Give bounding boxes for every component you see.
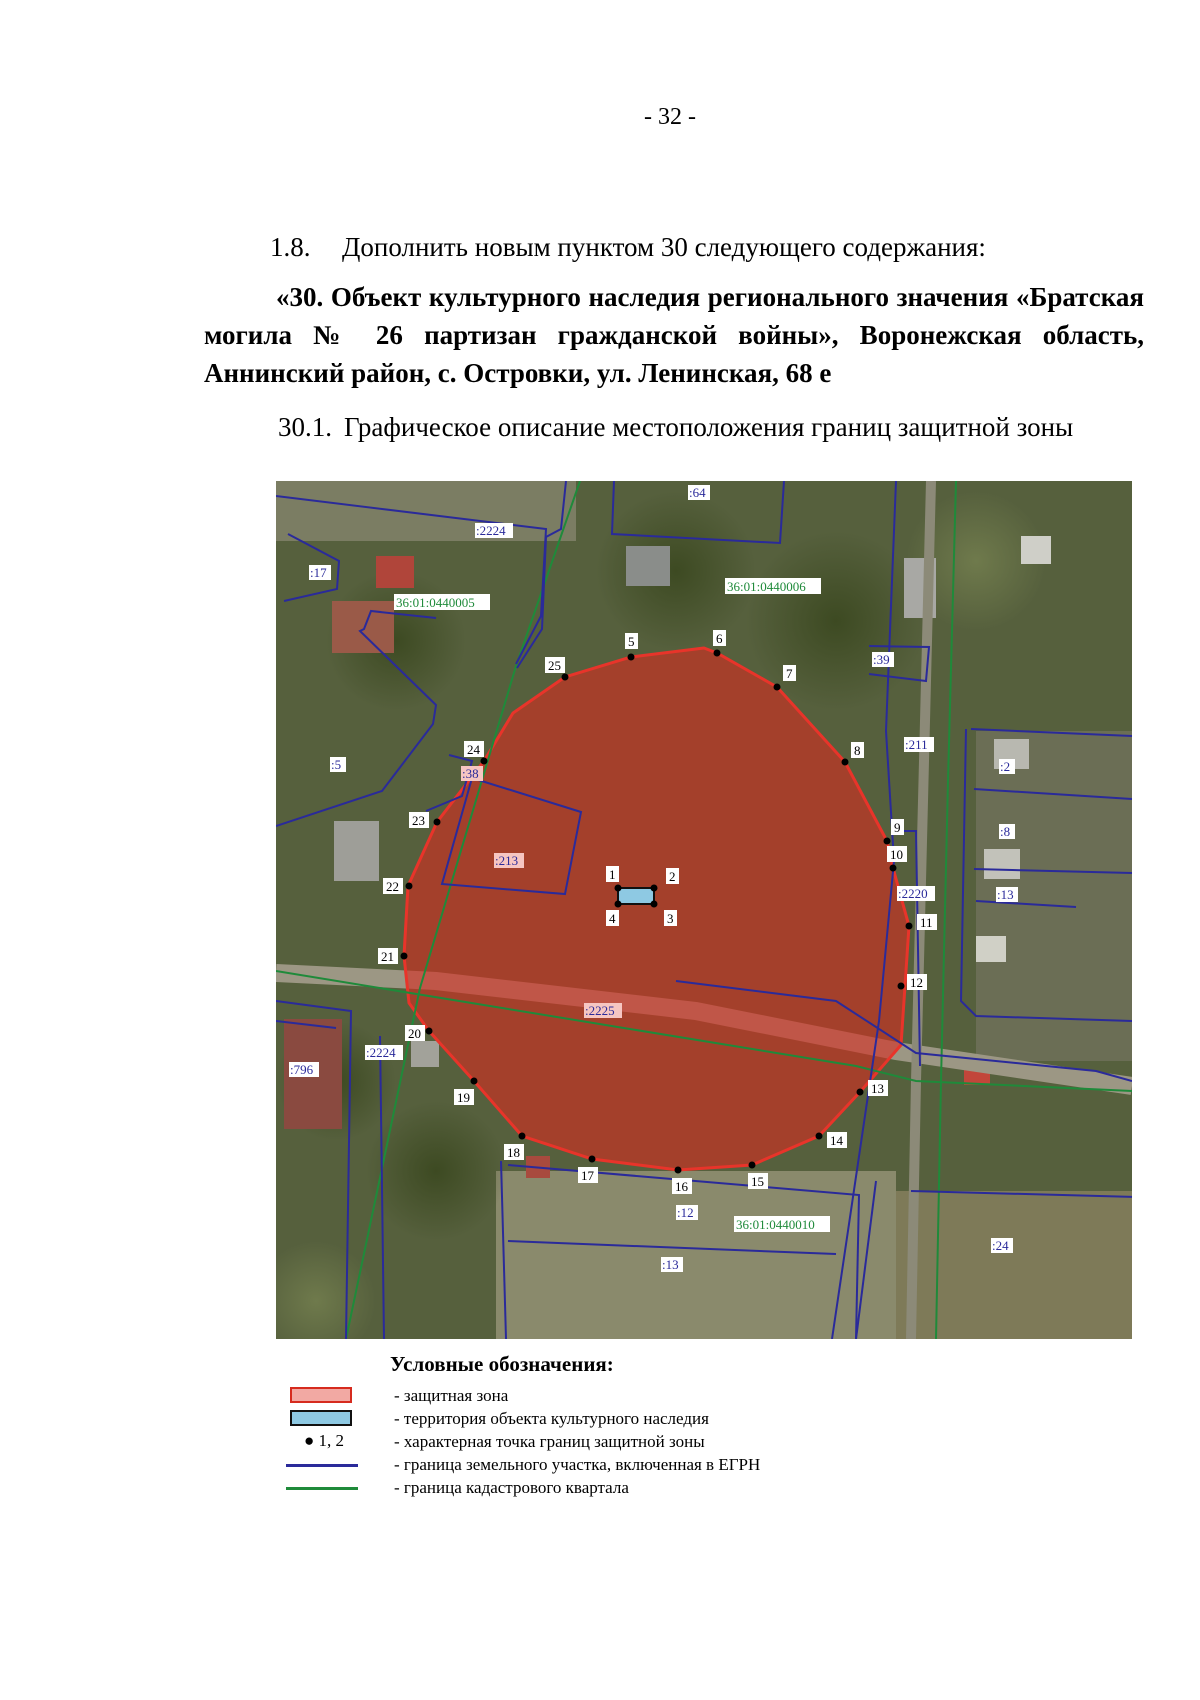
point-number-17: 17: [581, 1168, 594, 1183]
parcel-label-2224-top: :2224: [476, 523, 506, 538]
point-number-14: 14: [830, 1133, 843, 1148]
legend-item-point: [284, 1431, 884, 1453]
boundary-point-8: [842, 759, 849, 766]
boundary-point-4: [615, 901, 622, 908]
boundary-point-21: [401, 953, 408, 960]
parcel-label-64: :64: [689, 485, 706, 500]
point-number-1: 1: [609, 867, 616, 882]
parcel-label-13-right: :13: [997, 887, 1014, 902]
boundary-point-5: [628, 654, 635, 661]
parcel-label-38: :38: [462, 766, 479, 781]
page-number: - 32 -: [644, 104, 696, 130]
parcel-label-2224-bottom: :2224: [366, 1045, 396, 1060]
field-top-left: [276, 481, 576, 541]
legend-item-zone: [284, 1385, 884, 1407]
boundary-point-10: [890, 865, 897, 872]
point-number-8: 8: [854, 743, 861, 758]
parcel-label-213: :213: [495, 853, 519, 868]
parcel-label-2225: :2225: [585, 1003, 615, 1018]
boundary-point-9: [884, 838, 891, 845]
boundary-point-15: [749, 1162, 756, 1169]
boundary-point-23: [434, 819, 441, 826]
point-number-2: 2: [669, 869, 676, 884]
zone-swatch: [290, 1387, 352, 1403]
legend-point-text: - характерная точка границ защитной зоны: [394, 1432, 705, 1451]
parcel-label-39: :39: [873, 652, 890, 667]
legend-item-heritage: [284, 1408, 884, 1430]
point-number-21: 21: [381, 949, 394, 964]
parcel-label-796: :796: [290, 1062, 314, 1077]
subheading-number: 30.1.: [278, 412, 332, 442]
boundary-point-2: [651, 885, 658, 892]
legend-title: Условные обозначения:: [390, 1352, 614, 1376]
parcel-label-5: :5: [331, 757, 342, 772]
boundary-point-3: [651, 901, 658, 908]
legend-item-parcel: [284, 1454, 884, 1476]
legend-block-text: - граница кадастрового квартала: [394, 1478, 629, 1497]
boundary-point-24: [481, 758, 488, 765]
point-number-12: 12: [910, 975, 923, 990]
parcel-label-2: :2: [1000, 759, 1011, 774]
boundary-point-16: [675, 1167, 682, 1174]
boundary-point-12: [898, 983, 905, 990]
block-label-0005: 36:01:0440005: [396, 595, 475, 610]
protection-zone-map: [276, 481, 1132, 1339]
boundary-point-14: [816, 1133, 823, 1140]
section-subheading: [278, 412, 1073, 443]
point-number-7: 7: [786, 666, 793, 681]
boundary-point-18: [519, 1133, 526, 1140]
point-number-18: 18: [507, 1145, 520, 1160]
point-number-16: 16: [675, 1179, 688, 1194]
point-number-19: 19: [457, 1090, 470, 1105]
parcel-label-17: :17: [310, 565, 327, 580]
boundary-point-1: [615, 885, 622, 892]
point-number-3: 3: [667, 911, 674, 926]
legend-parcel-text: - граница земельного участка, включенная в ЕГРН: [394, 1455, 761, 1474]
point-number-11: 11: [920, 915, 933, 930]
parcel-line-symbol: [286, 1464, 358, 1467]
heritage-object-territory: [618, 888, 654, 904]
boundary-point-22: [406, 883, 413, 890]
parcel-label-2220: :2220: [898, 886, 928, 901]
parcel-label-13-bottom: :13: [662, 1257, 679, 1272]
point-number-22: 22: [386, 879, 399, 894]
amendment-item: [270, 232, 986, 263]
block-label-0006: 36:01:0440006: [727, 579, 806, 594]
point-number-25: 25: [548, 658, 561, 673]
legend-zone-text: - защитная зона: [394, 1386, 509, 1405]
point-number-4: 4: [609, 911, 616, 926]
boundary-point-11: [906, 923, 913, 930]
legend-heritage-text: - территория объекта культурного наследия: [394, 1409, 709, 1428]
item-text: Дополнить новым пунктом 30 следующего содержания:: [342, 232, 986, 262]
heritage-swatch: [290, 1410, 352, 1426]
field-bottom-right: [896, 1191, 1132, 1339]
point-number-6: 6: [716, 631, 723, 646]
point-number-9: 9: [894, 820, 901, 835]
boundary-point-13: [857, 1089, 864, 1096]
subheading-text: Графическое описание местоположения границ защитной зоны: [344, 412, 1074, 442]
point-number-13: 13: [871, 1081, 884, 1096]
boundary-point-6: [714, 650, 721, 657]
parcel-label-24: :24: [992, 1238, 1009, 1253]
legend-item-block: [284, 1477, 884, 1499]
boundary-point-25: [562, 674, 569, 681]
parcel-label-211: :211: [905, 737, 928, 752]
point-number-20: 20: [408, 1026, 421, 1041]
point-number-23: 23: [412, 813, 425, 828]
boundary-point-7: [774, 684, 781, 691]
point-number-24: 24: [467, 742, 480, 757]
block-line-symbol: [286, 1487, 358, 1490]
point-number-10: 10: [890, 847, 903, 862]
point-number-15: 15: [751, 1174, 764, 1189]
boundary-point-20: [426, 1028, 433, 1035]
block-label-0010: 36:01:0440010: [736, 1217, 815, 1232]
object-heading: «30. Объект культурного наследия регионального значения «Братская могила № 26 партизан гражданской войны», Воронежская область, Аннинский район, с. Островки, ул. Ленинская, 68 е: [204, 282, 1144, 388]
point-number-5: 5: [628, 634, 635, 649]
parcel-label-8: :8: [1000, 824, 1011, 839]
boundary-point-17: [589, 1156, 596, 1163]
parcel-label-12: :12: [677, 1205, 694, 1220]
point-symbol: ● 1, 2: [304, 1431, 345, 1450]
item-number: 1.8.: [270, 232, 311, 262]
boundary-point-19: [471, 1078, 478, 1085]
